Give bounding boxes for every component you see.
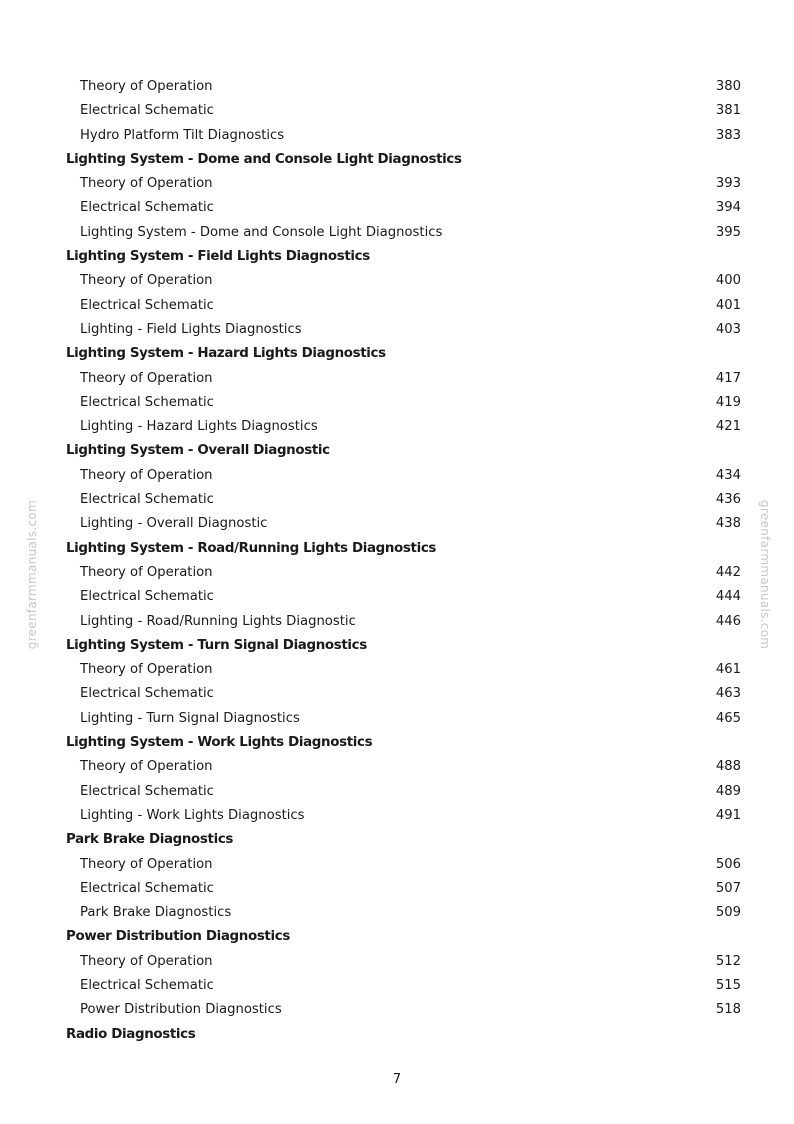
toc-entry[interactable] <box>0 755 794 779</box>
toc-entry-page-number: 509 <box>715 905 741 921</box>
toc-entry-page-number: 383 <box>715 127 741 143</box>
toc-entry-page-number: 465 <box>715 710 741 726</box>
toc-entry-title: Lighting - Hazard Lights Diagnostics <box>80 419 318 435</box>
toc-entry-page-number: 442 <box>715 564 741 580</box>
toc-entry[interactable] <box>0 974 794 998</box>
toc-section-heading[interactable] <box>0 148 794 172</box>
toc-entry-page-number: 488 <box>715 759 741 775</box>
toc-entry[interactable] <box>0 707 794 731</box>
toc-entry-page-number: 419 <box>715 394 741 410</box>
toc-entry-page-number: 463 <box>715 686 741 702</box>
toc-entry-page-number: 380 <box>715 79 741 94</box>
toc-entry[interactable] <box>0 561 794 585</box>
toc-entry-title: Electrical Schematic <box>80 977 214 993</box>
toc-entry-page-number: 394 <box>715 200 741 216</box>
toc-section-heading[interactable] <box>0 731 794 755</box>
toc-entry-page-number: 515 <box>715 977 741 993</box>
watermark-left: greenfarmmanuals.com <box>25 500 39 650</box>
toc-entry-page-number: 421 <box>715 419 741 435</box>
toc-entry-page-number: 512 <box>715 953 741 969</box>
toc-entry[interactable] <box>0 75 794 99</box>
toc-entry-title: Theory of Operation <box>80 273 213 289</box>
toc-entry-title: Theory of Operation <box>80 953 213 969</box>
toc-entry-title: Electrical Schematic <box>80 200 214 216</box>
toc-entry[interactable] <box>0 682 794 706</box>
toc-entry[interactable] <box>0 610 794 634</box>
toc-entry-page-number: 393 <box>715 176 741 192</box>
toc-entry[interactable] <box>0 512 794 536</box>
toc-entry-title: Electrical Schematic <box>80 492 214 508</box>
toc-entry-page-number: 395 <box>715 224 741 240</box>
page-number: 7 <box>392 1072 402 1087</box>
toc-section-heading[interactable] <box>0 342 794 366</box>
toc-entry[interactable] <box>0 464 794 488</box>
toc-entry-page-number: 489 <box>715 783 741 799</box>
toc-entry[interactable] <box>0 196 794 220</box>
toc-section-heading[interactable] <box>0 537 794 561</box>
toc-entry-title: Electrical Schematic <box>80 880 214 896</box>
toc-section-title: Lighting System - Work Lights Diagnostics <box>66 735 373 751</box>
toc-section-title: Lighting System - Turn Signal Diagnostics <box>66 637 367 653</box>
toc-section-heading[interactable] <box>0 439 794 463</box>
toc-entry-title: Lighting - Turn Signal Diagnostics <box>80 710 300 726</box>
toc-entry[interactable] <box>0 488 794 512</box>
toc-section-title: Lighting System - Overall Diagnostic <box>66 443 330 459</box>
toc-entry[interactable] <box>0 172 794 196</box>
toc-entry-title: Theory of Operation <box>80 662 213 678</box>
toc-entry[interactable] <box>0 853 794 877</box>
toc-section-title: Power Distribution Diagnostics <box>66 929 290 945</box>
toc-entry-title: Theory of Operation <box>80 467 213 483</box>
toc-entry-title: Lighting - Field Lights Diagnostics <box>80 321 302 337</box>
toc-entry-title: Power Distribution Diagnostics <box>80 1002 282 1018</box>
toc-section-title: Lighting System - Hazard Lights Diagnostics <box>66 346 386 362</box>
toc-entry-title: Theory of Operation <box>80 176 213 192</box>
toc-entry-title: Electrical Schematic <box>80 103 214 119</box>
toc-section-title: Lighting System - Dome and Console Light Diagnostics <box>66 151 462 167</box>
toc-entry[interactable] <box>0 780 794 804</box>
toc-entry-page-number: 518 <box>715 1002 741 1018</box>
toc-entry-page-number: 417 <box>715 370 741 386</box>
toc-section-heading[interactable] <box>0 828 794 852</box>
toc-entry[interactable] <box>0 367 794 391</box>
toc-entry[interactable] <box>0 877 794 901</box>
toc-section-heading[interactable] <box>0 1023 794 1047</box>
watermark-right: greenfarmmanuals.com <box>758 500 772 650</box>
toc-entry-title: Electrical Schematic <box>80 394 214 410</box>
toc-entry[interactable] <box>0 585 794 609</box>
toc-entry[interactable] <box>0 391 794 415</box>
toc-entry-page-number: 401 <box>715 297 741 313</box>
toc-entry-page-number: 461 <box>715 662 741 678</box>
toc-entry-title: Lighting - Overall Diagnostic <box>80 516 268 532</box>
toc-entry-page-number: 444 <box>715 589 741 605</box>
toc-entry[interactable] <box>0 318 794 342</box>
toc-entry[interactable] <box>0 950 794 974</box>
toc-entry-page-number: 381 <box>715 103 741 119</box>
toc-entry[interactable] <box>0 269 794 293</box>
toc-entry-page-number: 446 <box>715 613 741 629</box>
toc-entry[interactable] <box>0 99 794 123</box>
toc-entry-page-number: 507 <box>715 880 741 896</box>
toc-entry-title: Lighting - Work Lights Diagnostics <box>80 807 305 823</box>
toc-entry[interactable] <box>0 294 794 318</box>
toc-section-title: Lighting System - Field Lights Diagnostics <box>66 249 370 265</box>
toc-entry-title: Hydro Platform Tilt Diagnostics <box>80 127 285 143</box>
toc-section-heading[interactable] <box>0 634 794 658</box>
toc-section-title: Radio Diagnostics <box>66 1026 196 1042</box>
toc-entry-title: Electrical Schematic <box>80 589 214 605</box>
toc-entry-title: Theory of Operation <box>80 759 213 775</box>
toc-entry-title: Theory of Operation <box>80 79 213 94</box>
toc-entry-title: Theory of Operation <box>80 370 213 386</box>
toc-entry[interactable] <box>0 998 794 1022</box>
toc-entry-title: Park Brake Diagnostics <box>80 905 232 921</box>
toc-entry-title: Lighting - Road/Running Lights Diagnostic <box>80 613 356 629</box>
toc-entry[interactable] <box>0 658 794 682</box>
toc-entry-title: Theory of Operation <box>80 856 213 872</box>
toc-section-title: Park Brake Diagnostics <box>66 832 234 848</box>
toc-entry-title: Lighting System - Dome and Console Light Diagnostics <box>80 224 443 240</box>
toc-section-heading[interactable] <box>0 925 794 949</box>
toc-entry[interactable] <box>0 124 794 148</box>
toc-entry-title: Electrical Schematic <box>80 783 214 799</box>
toc-entry-page-number: 506 <box>715 856 741 872</box>
toc-entry[interactable] <box>0 804 794 828</box>
toc-entry-page-number: 434 <box>715 467 741 483</box>
toc-entry-page-number: 400 <box>715 273 741 289</box>
toc-entry-title: Electrical Schematic <box>80 686 214 702</box>
toc-entry[interactable] <box>0 901 794 925</box>
table-of-contents <box>0 75 794 1047</box>
toc-section-heading[interactable] <box>0 245 794 269</box>
toc-entry-page-number: 403 <box>715 321 741 337</box>
toc-entry[interactable] <box>0 221 794 245</box>
toc-entry-page-number: 438 <box>715 516 741 532</box>
toc-entry-title: Theory of Operation <box>80 564 213 580</box>
toc-entry[interactable] <box>0 415 794 439</box>
toc-entry-title: Electrical Schematic <box>80 297 214 313</box>
toc-section-title: Lighting System - Road/Running Lights Diagnostics <box>66 540 437 556</box>
toc-entry-page-number: 491 <box>715 807 741 823</box>
toc-entry-page-number: 436 <box>715 492 741 508</box>
